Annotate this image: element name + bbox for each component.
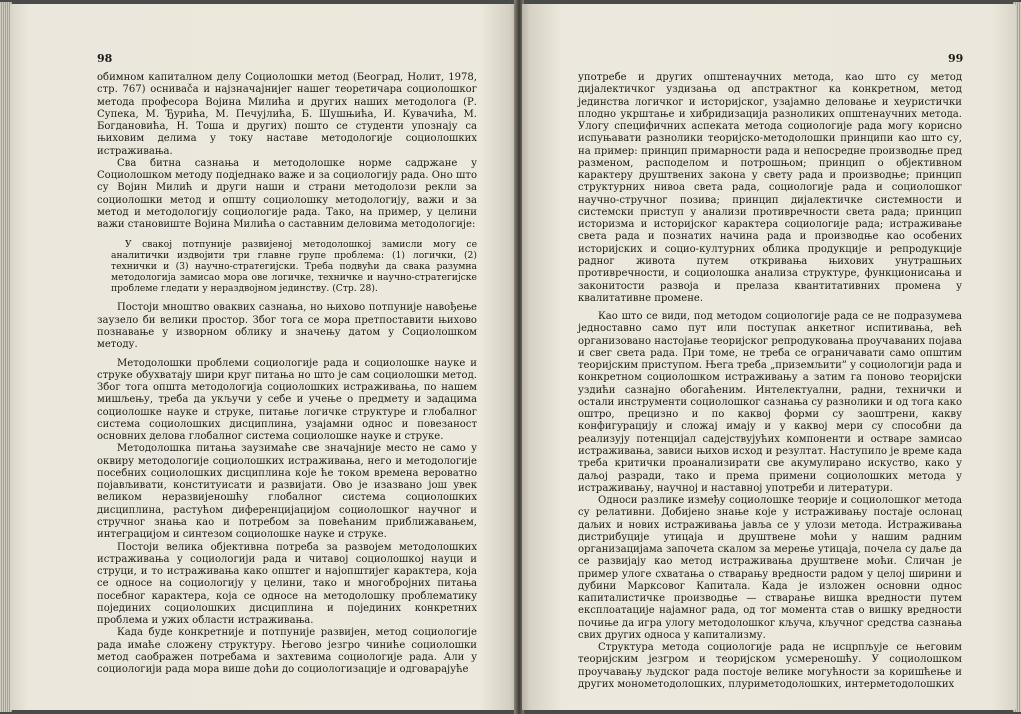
right-page <box>522 4 1016 710</box>
paragraph: Односи разлике између социолошке теорије и социолошког метода су релативни. Добијено знање које у истраживању постаје ослонац даљих и нових истраживања јавља се у улози метода. Истраживања дистрибуције утицаја и друштвене моћи у нашим радним организацијама започета скалом за мерење утицаја, почела су даље да се развијају као метод истраживања друштвене моћи. Сличан је пример улоге схватања о стварању вредности радом у целој ширини и дубини Марксовог Капитала. Када је изложен основни однос капиталистичке производње — стварање вишка вредности путем експлоатације најамног рада, од тог момента став о вишку вредности почиње да игра улогу методолошког кључа, кључног средства сазнања свих других односа у капитализму. <box>578 495 962 641</box>
right-page-text <box>578 72 962 691</box>
page-number-right: 99 <box>948 52 964 65</box>
paragraph: обимном капиталном делу Социолошки метод (Београд, Нолит, 1978, стр. 767) осниваča и најзначајнијег нашег теоретичара социолошког метода професора Војина Милића и других наших методолога (Р. Супека, М. Ђурића, М. Печујлића, Б. Шушњића, И. Кувачића, М. Богдановића, Н. Тоша и других) пошто се студенти упознају са њиховим делима у току наставе методологије социолошких истраживања. <box>97 72 477 157</box>
page-number-left: 98 <box>97 52 113 65</box>
paragraph: употребе и других општенаучних метода, као што су метод дијалектичког уздизања од апстрактног ка конкретном, метод јединства логичког и историјског, узајамно деловање и хеуристички плодно укрштање и хибридизација разноликих општенаучних метода. Улогу специфичних аспеката метода социологије рада могу корисно испуњавати разнолики теоријско-методолошки принципи као што су, на пример: принцип примарности рада и непосредне производње пред разменом, расподелом и потрошњом; принцип о објективном карактеру друштвених закона у свету рада и производње; принцип структурних нивоа света рада, социологије рада и социолошког научно-стручног позива; принцип дијалектичке системности и системски приступ у анализи противречности света рада; принцип историзма и историјског карактера социологије рада; истраживање света рада и познатих начина рада и производње као особених историјских и социо-културних облика продукције и репродукције радног живота путем откривања њихових унутрашњих противречности, и социолошка анализа структуре, функционисања и законитости развоја и прелаза квантитативних промена у квалитативне промене. <box>578 72 962 304</box>
block-quote: У свакој потпуније развијеној методолошкој замисли могу се аналитички издвојити три главне групе проблема: (1) логички, (2) технички и (3) научно-стратегијски. Треба подвући да свака разумна методологија замисао мора ове логичке, техничке и научно-стратегијске проблеме гледати у нераздвојном јединству. (Стр. 28). <box>111 239 477 295</box>
left-page <box>10 4 516 710</box>
paragraph: Када буде конкретније и потпуније развијен, метод социологије рада имаће сложену структуру. Његово језгро чиниће социолошки метод саображен потребама и захтевима социологије рада. Али у социологији рада мора више доћи до социологизације и одговарајуће <box>97 627 477 676</box>
paragraph: Као што се види, под методом социологије рада се не подразумева једноставно само пут или поступак анкетног испитивања, већ организовано настојање теоријског репродуковања проучаваних појава и свег света рада. При томе, не треба се ограничавати само општим теоријским приступом. Њега треба „приземљити” у социологији рада и конкретном социолошком истраживању а затим га поново теоријски уздићи сазнајно обогаћеним. Интелектуални, радни, технички и остали инструменти социолошког сазнања су разнолики и од тога како оштро, прецизно и по каквој форми су заоштрени, какву конфигурацију и сложај имају и у каквој мери су способни да реализују потенцијал садејствујућих компоненти и остваре замисао истраживања, зависи њихов исход и резултат. Наступило је време када треба критички проанализирати све акумулирано искуство, како у даљој разради, тако и према примени социолошких метода у истраживању, научној и наставној употреби и литератури. <box>578 311 962 494</box>
left-page-text <box>97 72 477 676</box>
paragraph: Постоји мноштво оваквих сазнања, но њихово потпуније навођење заузело би велики простор. Због тога се мора претпоставити њихово познавање у изворном облику и значењу датом у Социолошком методу. <box>97 302 477 351</box>
paragraph: Постоји велика објективна потреба за развојем методолошких истраживања у социологији рада и читавој социолошкој науци и струци, и то истраживања како општег и најопштијег карактера, која се односе на социологију у целини, тако и многобројних питања посебног карактера, која се односе на методолошку проблематику појединих социолошких дисциплина и појединих конкретних проблема и ужих области истраживања. <box>97 541 477 627</box>
paragraph: Методолошки проблеми социологије рада и социолошке науке и струке обухватају шири круг питања но што је сам социолошки метод. Због тога општа методологија социолошких истраживања, по нашем мишљењу, треба да укључи у себе и учење о предмету и задацима социолошке науке и струке, питање логичке структуре и глобалног система социолошких дисциплина, узајамни однос и повезаност основних делова глобалног система социолошке науке и струке. <box>97 357 477 443</box>
paragraph: Методолошка питања заузимаће све значајније место не само у оквиру методологије социолошких истраживања, него и методологије посебних социолошких дисциплина које ће током времена вероватно појављивати, конституисати и развијати. Ово је изазвано још увек великом неразвијеношћу глобалног система социолошких дисциплина, растућом диференцијацијом социолошког научног и стручног знања као и потребом за повећаним приближавањем, интеграцијом и синтезом социолошке науке и струке. <box>97 443 477 541</box>
paragraph: Структура метода социологије рада не исцрпљује се његовим теоријским језгром и теоријском усмереношћу. У социолошком проучавању људског рада постоје велике могућности за коришћење и других монометодолошких, плуриметодолошких, интерметодолошких <box>578 642 962 691</box>
paragraph: Сва битна сазнања и методолошке норме садржане у Социолошком методу подједнако важе и за социологију рада. Оно што су Војин Милић и други наши и страни методолози рекли за социолошки метод и општу социолошку методологију, важи и за метод и методологију социологије рада. Тако, на пример, у целини важи становиште Војина Милића о саставним деловима методологије: <box>97 157 477 231</box>
